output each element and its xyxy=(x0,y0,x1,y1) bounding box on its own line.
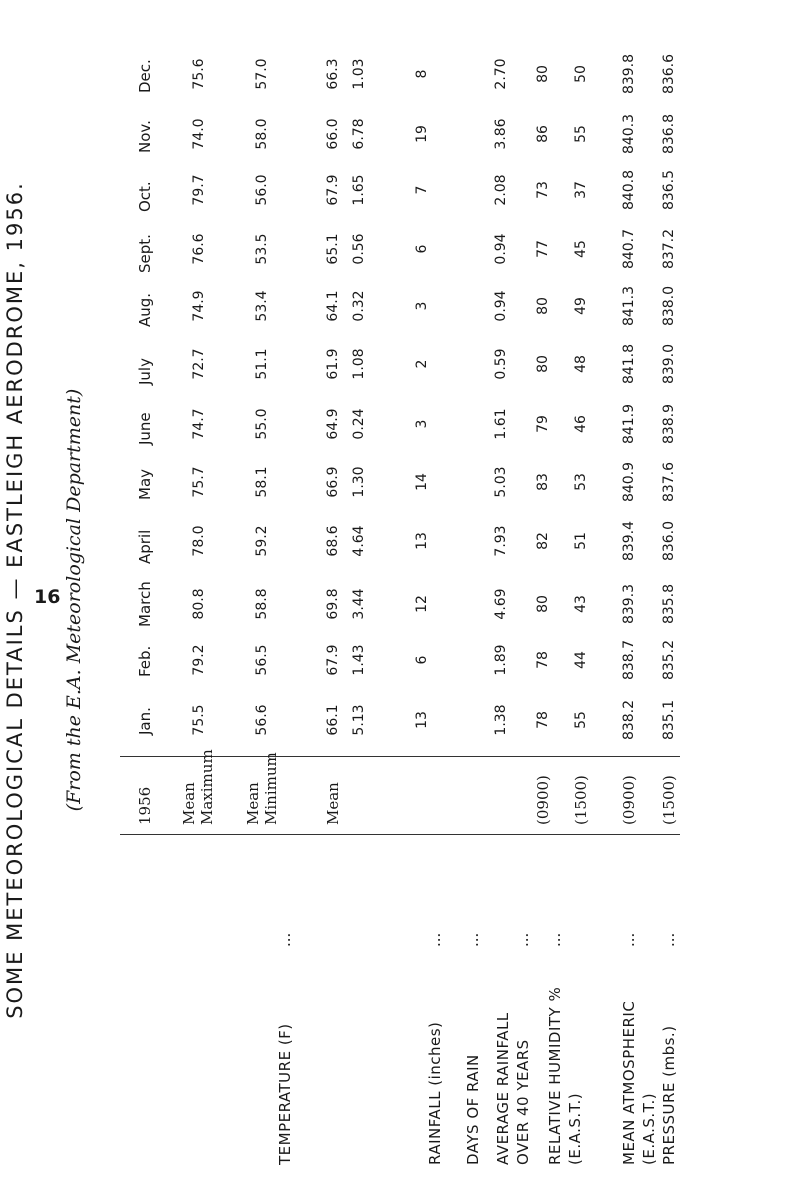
cell-pres-0900-jul: 841.8 xyxy=(621,343,637,385)
cell-mean-jun: 64.9 xyxy=(325,408,341,440)
cell-pres-0900-jun: 841.9 xyxy=(621,403,637,445)
month-header-apr: April xyxy=(136,529,154,564)
month-header-nov: Nov. xyxy=(136,120,154,153)
cell-pres-0900-mar: 839.3 xyxy=(621,583,637,625)
cell-mean-min-jul: 51.1 xyxy=(254,348,270,380)
mean-max-label: Mean xyxy=(180,782,198,825)
cell-pres-1500-jul: 839.0 xyxy=(661,343,677,385)
cell-rainfall-aug: 0.32 xyxy=(351,290,367,322)
cell-rainfall-nov: 6.78 xyxy=(351,118,367,150)
cell-mean-min-sep: 53.5 xyxy=(254,233,270,265)
cell-hum-1500-jan: 55 xyxy=(573,711,589,729)
cell-days-rain-mar: 12 xyxy=(414,595,430,613)
cell-days-rain-jan: 13 xyxy=(414,711,430,729)
cell-hum-1500-may: 53 xyxy=(573,473,589,491)
cell-hum-1500-dec: 50 xyxy=(573,65,589,83)
pressure-0900-label: (0900) xyxy=(620,775,638,825)
cell-avg-rain-apr: 7.93 xyxy=(493,525,509,557)
month-header-mar: March xyxy=(136,581,154,627)
cell-mean-min-jan: 56.6 xyxy=(254,704,270,736)
leader-dots: ... xyxy=(660,932,678,947)
cell-mean-min-apr: 59.2 xyxy=(254,525,270,557)
cell-mean-max-aug: 74.9 xyxy=(191,290,207,322)
cell-rainfall-sep: 0.56 xyxy=(351,233,367,265)
average-rainfall-label: AVERAGE RAINFALL xyxy=(494,1012,512,1165)
cell-pres-1500-jun: 838.9 xyxy=(661,403,677,445)
cell-avg-rain-mar: 4.69 xyxy=(493,588,509,620)
cell-rainfall-jun: 0.24 xyxy=(351,408,367,440)
cell-days-rain-jul: 2 xyxy=(414,359,430,369)
cell-avg-rain-nov: 3.86 xyxy=(493,118,509,150)
cell-mean-min-may: 58.1 xyxy=(254,466,270,498)
cell-pres-0900-oct: 840.8 xyxy=(621,169,637,211)
month-header-sep: Sept. xyxy=(136,234,154,273)
mean-max-label-2: Maximum xyxy=(198,749,216,825)
mean-min-label-2: Minimum xyxy=(262,752,280,825)
cell-hum-0900-jan: 78 xyxy=(535,711,551,729)
cell-avg-rain-jan: 1.38 xyxy=(493,704,509,736)
humidity-0900-label: (0900) xyxy=(534,775,552,825)
month-header-oct: Oct. xyxy=(136,181,154,212)
cell-mean-max-nov: 74.0 xyxy=(191,118,207,150)
cell-avg-rain-oct: 2.08 xyxy=(493,174,509,206)
mean-label: Mean xyxy=(324,782,342,825)
cell-pres-0900-jan: 838.2 xyxy=(621,699,637,741)
cell-days-rain-sep: 6 xyxy=(414,244,430,254)
cell-pres-0900-may: 840.9 xyxy=(621,461,637,503)
cell-mean-jul: 61.9 xyxy=(325,348,341,380)
cell-days-rain-jun: 3 xyxy=(414,419,430,429)
cell-hum-1500-feb: 44 xyxy=(573,651,589,669)
month-header-jul: July xyxy=(136,358,154,385)
cell-hum-0900-jul: 80 xyxy=(535,355,551,373)
pressure-label-2: (E.A.S.T.) xyxy=(640,1092,658,1165)
leader-dots: ... xyxy=(620,932,638,947)
cell-pres-1500-sep: 837.2 xyxy=(661,228,677,270)
cell-mean-max-jul: 72.7 xyxy=(191,348,207,380)
cell-hum-1500-jul: 48 xyxy=(573,355,589,373)
humidity-label: RELATIVE HUMIDITY % xyxy=(546,986,564,1165)
cell-rainfall-may: 1.30 xyxy=(351,466,367,498)
temperature-label: TEMPERATURE (F) xyxy=(276,1023,294,1165)
rainfall-label: RAINFALL (inches) xyxy=(426,1021,444,1165)
cell-hum-0900-feb: 78 xyxy=(535,651,551,669)
cell-pres-0900-sep: 840.7 xyxy=(621,228,637,270)
cell-rainfall-oct: 1.65 xyxy=(351,174,367,206)
cell-mean-max-oct: 79.7 xyxy=(191,174,207,206)
cell-hum-0900-apr: 82 xyxy=(535,532,551,550)
leader-dots: ... xyxy=(426,932,444,947)
cell-rainfall-mar: 3.44 xyxy=(351,588,367,620)
cell-rainfall-dec: 1.03 xyxy=(351,58,367,90)
cell-pres-1500-may: 837.6 xyxy=(661,461,677,503)
cell-mean-mar: 69.8 xyxy=(325,588,341,620)
cell-pres-1500-apr: 836.0 xyxy=(661,520,677,562)
cell-mean-max-jan: 75.5 xyxy=(191,704,207,736)
cell-days-rain-aug: 3 xyxy=(414,301,430,311)
humidity-label-2: (E.A.S.T.) xyxy=(566,1092,584,1165)
cell-hum-1500-apr: 51 xyxy=(573,532,589,550)
mean-min-label: Mean xyxy=(244,782,262,825)
cell-mean-max-feb: 79.2 xyxy=(191,644,207,676)
cell-mean-max-mar: 80.8 xyxy=(191,588,207,620)
humidity-1500-label: (1500) xyxy=(572,775,590,825)
cell-mean-min-feb: 56.5 xyxy=(254,644,270,676)
cell-avg-rain-dec: 2.70 xyxy=(493,58,509,90)
cell-mean-sep: 65.1 xyxy=(325,233,341,265)
cell-hum-0900-jun: 79 xyxy=(535,415,551,433)
cell-hum-1500-jun: 46 xyxy=(573,415,589,433)
cell-mean-min-oct: 56.0 xyxy=(254,174,270,206)
cell-pres-1500-aug: 838.0 xyxy=(661,285,677,327)
average-rainfall-label-2: OVER 40 YEARS xyxy=(514,1039,532,1165)
pressure-label-3: PRESSURE (mbs.) xyxy=(660,1025,678,1165)
cell-hum-0900-mar: 80 xyxy=(535,595,551,613)
cell-mean-max-apr: 78.0 xyxy=(191,525,207,557)
month-header-dec: Dec. xyxy=(136,59,154,93)
days-of-rain-label: DAYS OF RAIN xyxy=(464,1054,482,1165)
cell-mean-dec: 66.3 xyxy=(325,58,341,90)
cell-mean-max-dec: 75.6 xyxy=(191,58,207,90)
cell-hum-0900-nov: 86 xyxy=(535,125,551,143)
cell-hum-1500-nov: 55 xyxy=(573,125,589,143)
month-header-aug: Aug. xyxy=(136,292,154,327)
leader-dots: ... xyxy=(276,932,294,947)
cell-rainfall-apr: 4.64 xyxy=(351,525,367,557)
cell-hum-1500-mar: 43 xyxy=(573,595,589,613)
cell-pres-0900-aug: 841.3 xyxy=(621,285,637,327)
cell-pres-0900-dec: 839.8 xyxy=(621,53,637,95)
cell-days-rain-oct: 7 xyxy=(414,185,430,195)
cell-hum-0900-oct: 73 xyxy=(535,181,551,199)
month-header-jan: Jan. xyxy=(136,707,154,735)
cell-hum-0900-dec: 80 xyxy=(535,65,551,83)
cell-mean-min-mar: 58.8 xyxy=(254,588,270,620)
month-header-feb: Feb. xyxy=(136,645,154,677)
cell-hum-0900-may: 83 xyxy=(535,473,551,491)
cell-pres-1500-oct: 836.5 xyxy=(661,169,677,211)
leader-dots: ... xyxy=(546,932,564,947)
cell-mean-min-jun: 55.0 xyxy=(254,408,270,440)
pressure-label: MEAN ATMOSPHERIC xyxy=(620,1000,638,1165)
cell-mean-max-jun: 74.7 xyxy=(191,408,207,440)
cell-days-rain-dec: 8 xyxy=(414,69,430,79)
cell-avg-rain-sep: 0.94 xyxy=(493,233,509,265)
cell-pres-1500-feb: 835.2 xyxy=(661,639,677,681)
cell-pres-0900-nov: 840.3 xyxy=(621,113,637,155)
cell-mean-min-dec: 57.0 xyxy=(254,58,270,90)
cell-pres-1500-nov: 836.8 xyxy=(661,113,677,155)
cell-mean-max-sep: 76.6 xyxy=(191,233,207,265)
cell-mean-may: 66.9 xyxy=(325,466,341,498)
cell-pres-1500-mar: 835.8 xyxy=(661,583,677,625)
cell-avg-rain-jun: 1.61 xyxy=(493,408,509,440)
leader-dots: ... xyxy=(514,932,532,947)
cell-days-rain-feb: 6 xyxy=(414,655,430,665)
cell-pres-0900-apr: 839.4 xyxy=(621,520,637,562)
rotated-page xyxy=(0,35,690,1165)
cell-hum-0900-sep: 77 xyxy=(535,240,551,258)
cell-hum-0900-aug: 80 xyxy=(535,297,551,315)
page-subtitle: (From the E.A. Meteorological Department) xyxy=(63,388,85,812)
pressure-1500-label: (1500) xyxy=(660,775,678,825)
cell-days-rain-nov: 19 xyxy=(414,125,430,143)
year-header: 1956 xyxy=(136,786,154,825)
cell-mean-min-aug: 53.4 xyxy=(254,290,270,322)
cell-avg-rain-feb: 1.89 xyxy=(493,644,509,676)
leader-dots: ... xyxy=(464,932,482,947)
cell-mean-aug: 64.1 xyxy=(325,290,341,322)
cell-avg-rain-aug: 0.94 xyxy=(493,290,509,322)
cell-pres-1500-dec: 836.6 xyxy=(661,53,677,95)
column-rule xyxy=(120,834,680,835)
page-title: SOME METEOROLOGICAL DETAILS — EASTLEIGH AERODROME, 1956. xyxy=(3,181,27,1019)
cell-hum-1500-sep: 45 xyxy=(573,240,589,258)
cell-hum-1500-aug: 49 xyxy=(573,297,589,315)
cell-pres-0900-feb: 838.7 xyxy=(621,639,637,681)
page-number: 16 xyxy=(34,586,61,608)
cell-mean-oct: 67.9 xyxy=(325,174,341,206)
cell-mean-min-nov: 58.0 xyxy=(254,118,270,150)
month-header-jun: June xyxy=(136,412,154,445)
cell-days-rain-may: 14 xyxy=(414,473,430,491)
cell-rainfall-jul: 1.08 xyxy=(351,348,367,380)
cell-avg-rain-may: 5.03 xyxy=(493,466,509,498)
cell-avg-rain-jul: 0.59 xyxy=(493,348,509,380)
cell-mean-jan: 66.1 xyxy=(325,704,341,736)
cell-mean-apr: 68.6 xyxy=(325,525,341,557)
month-header-may: May xyxy=(136,468,154,500)
cell-mean-nov: 66.0 xyxy=(325,118,341,150)
cell-mean-feb: 67.9 xyxy=(325,644,341,676)
cell-mean-max-may: 75.7 xyxy=(191,466,207,498)
cell-days-rain-apr: 13 xyxy=(414,532,430,550)
cell-pres-1500-jan: 835.1 xyxy=(661,699,677,741)
cell-hum-1500-oct: 37 xyxy=(573,181,589,199)
cell-rainfall-feb: 1.43 xyxy=(351,644,367,676)
cell-rainfall-jan: 5.13 xyxy=(351,704,367,736)
